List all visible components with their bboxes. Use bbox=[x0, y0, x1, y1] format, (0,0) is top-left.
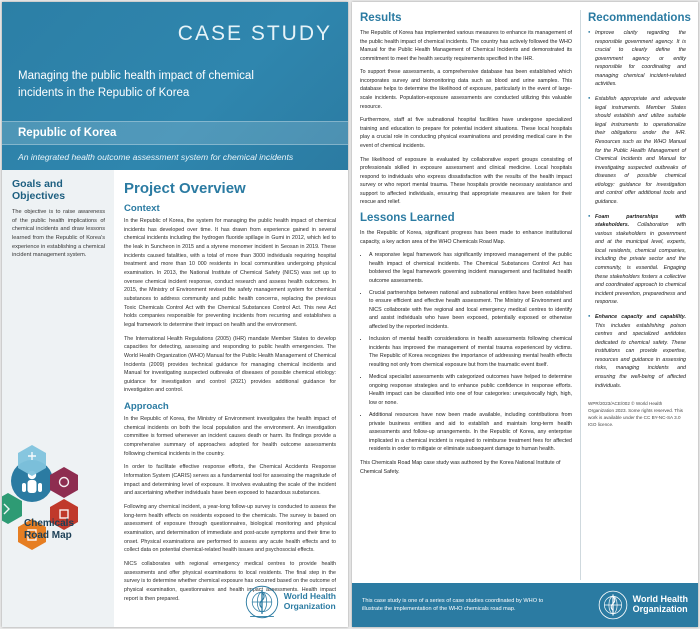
page-2-body bbox=[352, 2, 698, 580]
goals-heading: Goals and Objectives bbox=[12, 178, 66, 202]
results-heading: Results bbox=[360, 12, 402, 24]
project-overview-heading: Project Overview bbox=[124, 180, 246, 197]
who-emblem-icon bbox=[598, 590, 628, 620]
recommendations-column bbox=[580, 10, 691, 580]
who-emblem-icon bbox=[245, 585, 279, 619]
recommendation-item bbox=[588, 29, 686, 89]
recommendation-item bbox=[588, 95, 686, 207]
approach-paragraph: NICS collaborates with regional emergency medical centres to provide health assessments and offer physical examinations to local residents. The final step in the survey is to determine whether chemical exposure has occurred based on the outcome of physical examination, questionnaires and health impact assessments. Health impact report is then prepared. bbox=[124, 560, 336, 602]
context-paragraph: The International Health Regulations (2005) (IHR) mandate Member States to develop capacities for detecting, assessing and responding to public health emergencies. The World Health Organization (WHO) Manual for the Public Health Management of Chemical Incidents (2009) provides technical guidance for managing chemical incidents and Manual for investigating suspected outbreaks of diseases of possible chemical etiology: guidance for investigation and control (2021) provides additional guidance for investigation and control. bbox=[124, 335, 336, 394]
page-1-body bbox=[2, 170, 348, 627]
recommendation-lead: Foam partnerships with stakeholders. bbox=[595, 213, 686, 229]
recommendation-text: Improve clarity regarding the responsible government agency. It is crucial to clearly define the government agency or entity responsible for coordinating and managing chemical incident-related activities. bbox=[595, 30, 686, 88]
who-logo-block-page-1 bbox=[245, 585, 336, 619]
results-paragraph: To support these assessments, a comprehensive database has been established which incorporates survey and biomonitoring data such as blood and urine samples. This database helps to determine the likelihood of exposure, particularly in the event of large-scale incidents. Population-exposure assessments are conducted utilizing this valuable resource. bbox=[360, 69, 572, 110]
footer-note: This case study is one of a series of case studies coordinated by WHO to illustrate the implementation of the WHO chemicals road map. bbox=[362, 597, 544, 612]
recommendation-text: This includes establishing poison centres and specialized antidotes dedicated to chemical safety. These institutions can provide expertise, resources and guidance in assessing risks, managing incidents and ensuring the well-being of affected individuals. bbox=[595, 322, 686, 389]
page-2-footer bbox=[352, 583, 698, 627]
chemicals-road-map-graphic bbox=[2, 437, 114, 569]
recommendation-lead: Enhance capacity and capability. bbox=[595, 313, 686, 320]
recommendations-heading: Recommendations bbox=[588, 12, 691, 24]
who-logo-block-page-2 bbox=[598, 590, 688, 620]
list-item: • Inclusion of mental health considerations in health assessments following chemical incidents has improved the management of mental trauma experienced by victims. The Republic of Korea recognizes the importance of addressing mental health effects resulting not only from chemical exposure but from the traumatic event itself. bbox=[369, 335, 572, 369]
page-title: CASE STUDY bbox=[177, 22, 332, 45]
list-item: • A responsive legal framework has significantly improved management of the public health impact of chemical incidents. The Chemical Substances Control Act has bolstered the legal framework governing incident management and facilitated health outcome assessments. bbox=[369, 251, 572, 285]
lessons-intro: In the Republic of Korea, significant progress has been made to enhance institutional capacity, a key action area of the WHO Chemicals Road Map. bbox=[360, 229, 572, 245]
results-lessons-column bbox=[360, 10, 572, 580]
who-logo-text: World Health Organization bbox=[283, 591, 336, 611]
recommendation-item bbox=[588, 313, 686, 390]
approach-heading: Approach bbox=[124, 401, 169, 413]
lessons-learned-heading: Lessons Learned bbox=[360, 211, 455, 224]
lessons-list bbox=[360, 251, 572, 453]
goals-text: The objective is to raise awareness of the public health implications of chemical incidents and draw lessons learned from the Republic of Korea's experience in establishing a chemical incident management system. bbox=[12, 209, 105, 259]
copyright-credit: WPR/2023/ACE/002 © World Health Organization 2023. Some rights reserved. This work is available under the CC BY-NC-SA 3.0 IGO licence. bbox=[588, 401, 683, 428]
goals-sidebar bbox=[2, 170, 114, 627]
hero-subtitle: Managing the public health impact of chemical incidents in the Republic of Korea bbox=[18, 70, 254, 100]
hero-banner bbox=[2, 2, 348, 170]
list-item: • Crucial partnerships between national and subnational entities have been established to ensure efficient and effective health assessment. The Ministry of Environment and NICS collaborate with five regional and local emergency medical centres to identify and assist individuals who have been exposed, potentially exposed or otherwise affected by the reported incidents. bbox=[369, 289, 572, 331]
results-paragraph: Furthermore, staff at five subnational hospital facilities have undergone specialized training and education to prepare for potential incident situations. These local hospitals play a crucial role in conducting physical examinations and providing medical care in the event of chemical incidents. bbox=[360, 117, 572, 149]
hero-tagline: An integrated health outcome assessment system for chemical incidents bbox=[18, 151, 294, 162]
list-item: • Medical specialist assessments with categorized outcomes have helped to determine ongoing response strategies and to enhance public confidence in response efforts. Health impact can be classified into one of four categories: unequivocally high, high, low or none. bbox=[369, 373, 572, 407]
recommendation-text: Collaboration with various stakeholders in government and at the municipal level, experts, local residents, chemical companies, including the private sector and the community, is essential. Engaging these stakeholders fosters a collective and coordinated approach to chemical incident prevention, preparedness and response. bbox=[595, 222, 686, 306]
country-band: Republic of Korea bbox=[2, 121, 348, 145]
approach-paragraph: In order to facilitate effective response efforts, the Chemical Accidents Response Information System (CARIS) serves as a fundamental tool for assessing the magnitude of impact and determining level of exposure. It involves evaluating the scale of the incident and ascertaining whether individuals have been exposed to hazardous substances. bbox=[124, 464, 336, 497]
case-study-page-1 bbox=[2, 2, 348, 627]
context-paragraph: In the Republic of Korea, the system for managing the public health impact of chemical incidents has developed over time. It has drawn from experience gained in several chemical incidents including the hydrogen fluoride spillage in Gumi in 2012, which led to the leak in Suncheon in 2015 and a styrene monomer incident in Seosan in 2019. These incidents caused fatalities, with a total of more than 3000 individuals requiring hospital treatment and more than 10 000 residents in local communities undergoing physical examination. In 2013, the National Institute of Chemical Safety (NICS) was set up to oversee chemical incident response, conduct research and assess health outcomes. In 2015, the Ministry of Environment revised the safety management system for chemical substances to address community and public health concerns, replacing the previous Toxic Chemicals Control Act with the Chemical Substances Control Act. This new Act holds companies responsible for preventing incidents from recurring and establishes a legal framework to determine their impact on health and the environment. bbox=[124, 218, 336, 328]
approach-paragraph: Following any chemical incident, a year-long follow-up survey is conducted to assess the long-term health effects on residents exposed to the chemicals. The survey is based on assessment of exposure through questionnaires, biological monitoring and physical examination, and determination of immediate and post-acute symptoms and their time to onset. Physical examinations are performed to assess any acute health effects and to collect data on potential chemical-related health issues and psychosocial effects. bbox=[124, 504, 336, 554]
project-overview-column bbox=[114, 170, 348, 627]
recommendation-item bbox=[588, 213, 686, 307]
recommendation-text: Establish appropriate and adequate legal instruments. Member States should establish and utilize suitable legal instruments to operationalize their obligations under the IHR. Resources such as the WHO Manual for the Public Health Management of Chemical Incidents and Manual for investigating suspected outbreaks of diseases of possible chemical etiology: guidance for investigation and control offer additional tools and guidance. bbox=[595, 96, 686, 205]
authorship-note: This Chemicals Road Map case study was authored by the Korea National Institute of Chemical Safety. bbox=[360, 460, 561, 475]
results-paragraph: The likelihood of exposure is evaluated by collaborative expert groups consisting of professionals skilled in exposure assessment and clinical medicine. Local hospitals respond to individuals who express dissatisfaction with the results of the health impact survey or who report mental trauma. These hospitals provide necessary assistance and support to affected individuals, ensuring that appropriate measures are taken for their rescue and relief. bbox=[360, 156, 572, 206]
list-item: • Additional resources have now been made available, including contributions from private business entities and aid to establish and maintain long-term health assessments and follow-up arrangements. In the Republic of Korea, any enterprise implicated in a chemical incident is required to reimburse treatment fees for affected residents in order to mitigate or eliminate subsequent damage to human health. bbox=[369, 411, 572, 453]
results-paragraph: The Republic of Korea has implemented various measures to enhance its management of the public health impact of chemical incidents. The country has actively followed the WHO Manual for the Public Health Management of Chemical Incidents and demonstrated its commitment to meet the health security requirements specified in the IHR. bbox=[360, 30, 572, 62]
context-heading: Context bbox=[124, 203, 160, 214]
case-study-page-2 bbox=[352, 2, 698, 627]
roadmap-label: Chemicals Road Map bbox=[24, 518, 75, 541]
who-logo-text: World Health Organization bbox=[632, 594, 688, 614]
approach-paragraph: In the Republic of Korea, the Ministry of Environment investigates the health impact of chemical incidents on both the local population and the environment. An investigation committee is formed whenever an incident causes death or harm. Its findings provide a comprehensive summary of approaches adopted for health outcome assessments following chemical incidents in the country. bbox=[124, 416, 336, 457]
